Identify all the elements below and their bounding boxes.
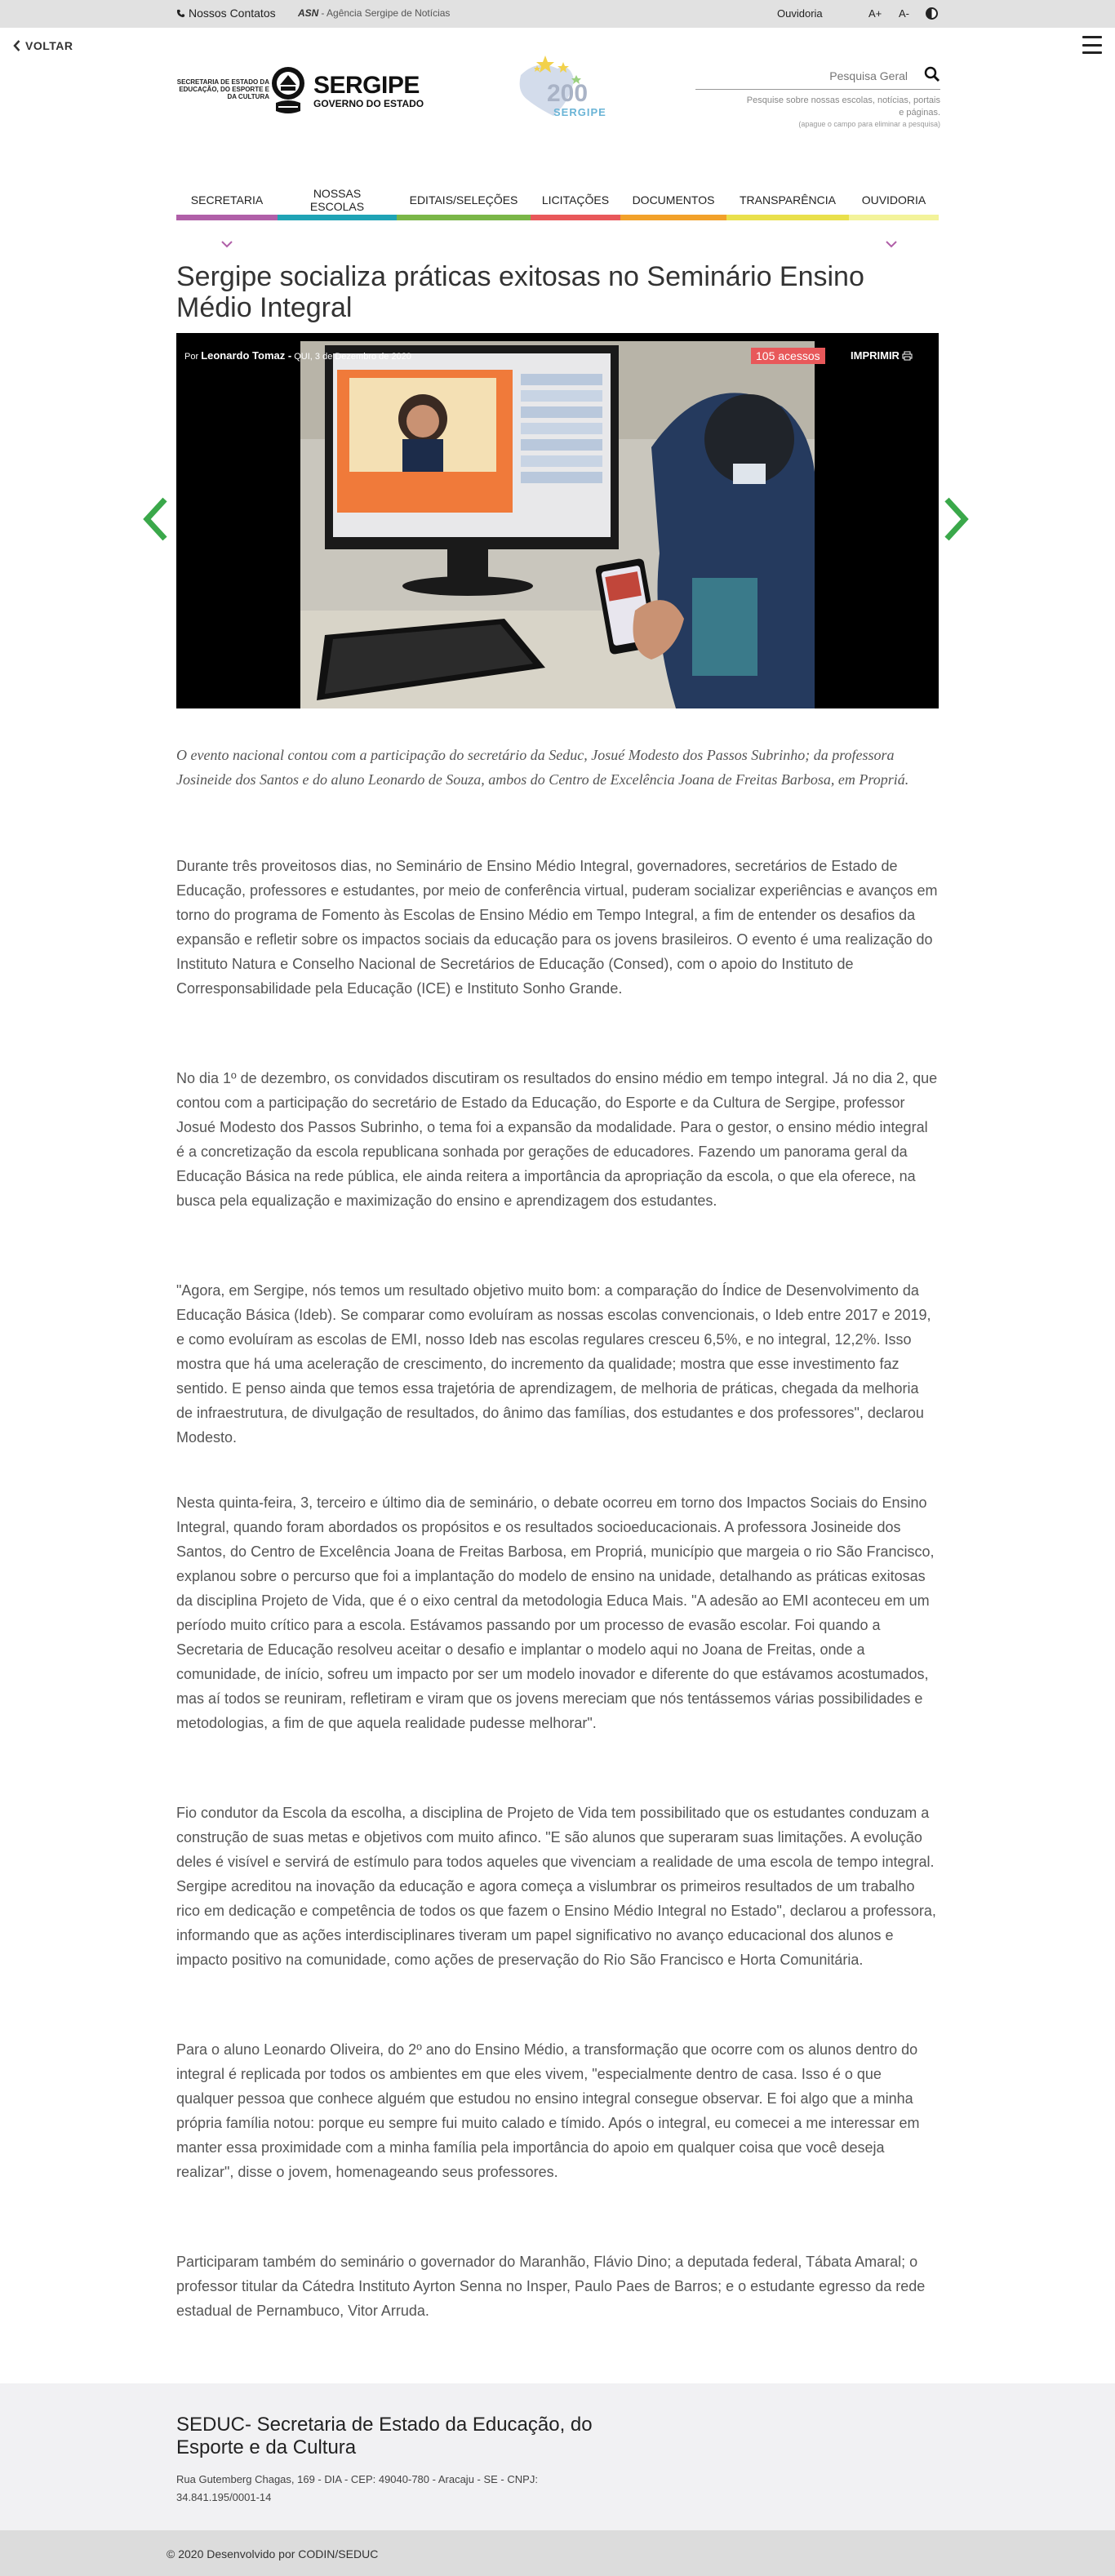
search-hint-clear: (apague o campo para eliminar a pesquisa) bbox=[798, 120, 940, 128]
nav-color-bar bbox=[620, 215, 726, 220]
copyright-text: © 2020 Desenvolvido por CODIN/SEDUC bbox=[167, 2547, 379, 2560]
anniversary-number: 200 bbox=[547, 80, 589, 107]
search-input[interactable] bbox=[695, 64, 908, 88]
chevron-left-icon bbox=[13, 40, 20, 51]
nav-label: SECRETARIA bbox=[190, 193, 264, 207]
search-icon[interactable] bbox=[924, 66, 940, 82]
nav-label: DOCUMENTOS bbox=[632, 193, 715, 207]
ouvidoria-link[interactable]: Ouvidoria bbox=[777, 7, 823, 20]
article-paragraph: "Agora, em Sergipe, nós temos um resultado objetivo muito bom: a comparação do Índice de Desenvolvimento da Educação Básica (Ideb). Se comparar como evoluíram as nossas escolas convencionais, o Ideb entre 2017 e 2019, e como evoluíram as escolas de EMI, nosso Ideb nas escolas regulares cresceu 6,5%, e no integral, 12,2%. Isso mostra que há uma aceleração de crescimento, do incremento da qualidade; mostra que esse investimento faz sentido. E penso ainda que temos essa trajetória de aprendizagem, de melhoria de práticas, chegada da melhoria de infraestrutura, de divulgação de resultados, do ânimo das famílias, dos estudantes e dos professores", declarou Modesto. bbox=[176, 1282, 931, 1446]
article-paragraph: Participaram também do seminário o governador do Maranhão, Flávio Dino; a deputada federal, Tábata Amaral; o professor titular da Cátedra Instituto Ayrton Senna no Insper, Paulo Paes de Barros; e o estudante egresso da rede estadual de Pernambuco, Vitor Arruda. bbox=[176, 2254, 926, 2319]
article-paragraph: Nesta quinta-feira, 3, terceiro e último dia de seminário, o debate ocorreu em torno dos Impactos Sociais do Ensino Integral, quando foram abordados os propósitos e os resultados socioeducacionais. A professora Josineide dos Santos, do Centro de Excelência Joana de Freitas Barbosa, em Propriá, município que margeia o rio São Francisco, explanou sobre o percurso que foi a implantação do modelo de ensino na unidade, detalhando as práticas exitosas da disciplina Projeto de Vida, que é o eixo central da metodologia Educa Mais. "A adesão ao EMI aconteceu em um período muito crítico para a escola. Estávamos passando por um processo de evasão escolar. Foi quando a Secretaria de Educação resolveu aceitar o desafio e implantar o modelo aqui no Joana de Freitas, onde a comunidade, de início, sofreu um impacto por ser um modelo inovador e diferente do que estávamos acostumados, mas aí todos se reuniram, refletiram e viram que os jovens mereciam que nós tentássemos várias possibilidades e metodologias, a fim de que aquela realidade pudesse melhorar". bbox=[176, 1495, 935, 1731]
print-label: IMPRIMIR bbox=[851, 349, 900, 362]
state-gov: GOVERNO DO ESTADO bbox=[313, 98, 424, 109]
asn-logo: ASN bbox=[298, 7, 319, 19]
article-image-carousel bbox=[176, 333, 939, 708]
nav-label: LICITAÇÕES bbox=[541, 193, 610, 207]
back-label: VOLTAR bbox=[25, 39, 73, 52]
font-increase-button[interactable]: A+ bbox=[868, 7, 882, 20]
carousel-next-icon[interactable] bbox=[942, 495, 971, 544]
contacts-label: Nossos Contatos bbox=[189, 7, 276, 20]
nav-color-bar bbox=[531, 215, 620, 220]
state-logo[interactable] bbox=[313, 73, 424, 109]
contacts-link[interactable] bbox=[176, 7, 276, 20]
article-title: Sergipe socializa práticas exitosas no Seminário Ensino Médio Integral bbox=[176, 261, 864, 323]
footer bbox=[0, 2383, 1115, 2530]
article-paragraph: Durante três proveitosos dias, no Seminário de Ensino Médio Integral, governadores, secretários de Estado de Educação, professores e estudantes, por meio de conferência virtual, puderam socializar experiências e avanços em torno do programa de Fomento às Escolas de Ensino Médio em Tempo Integral, a fim de entender os desafios da expansão e refletir sobre os impactos sociais da educação para os jovens brasileiros. O evento é uma realização do Instituto Natura e Conselho Nacional de Secretários de Educação (Consed), com o apoio do Instituto de Corresponsabilidade pela Educação (ICE) e Instituto Sonho Grande. bbox=[176, 858, 938, 997]
byline-prefix: Por bbox=[184, 352, 199, 362]
nav-label: TRANSPARÊNCIA bbox=[740, 193, 836, 207]
article-photo bbox=[300, 341, 815, 708]
nav-item-nossas-escolas[interactable] bbox=[278, 180, 397, 220]
seduc-logo-text: SECRETARIA DE ESTADO DA EDUCAÇÃO, DO ESPORTE E DA CULTURA bbox=[176, 78, 269, 100]
nav-color-bar bbox=[849, 215, 939, 220]
state-name: SERGIPE bbox=[313, 72, 420, 99]
menu-icon[interactable] bbox=[1082, 36, 1102, 54]
nav-color-bar bbox=[397, 215, 531, 220]
footer-org-name: SEDUC- Secretaria de Estado da Educação, do Esporte e da Cultura bbox=[176, 2414, 593, 2458]
article-paragraph: No dia 1º de dezembro, os convidados discutiram os resultados do ensino médio em tempo integral. Já no dia 2, que contou com a participação do secretário de Estado da Educação, do Esporte e da Cultura de Sergipe, professor Josué Modesto dos Passos Subrinho, o tema foi a expansão da modalidade. Para o gestor, o ensino médio integral é a concretização da escola republicana sonhada por gerações de educadores. Fazendo um panorama geral da Educação Básica na rede pública, ele ainda reitera a importância da apropriação da escola, o que ela oferece, na busca pela equalização e maximização do ensino e aprendizagem dos estudantes. bbox=[176, 1070, 938, 1209]
article-paragraph: Fio condutor da Escola da escolha, a disciplina de Projeto de Vida tem possibilitado que os estudantes conduzam a construção de suas metas e objetivos com muito afinco. "E são alunos que superaram suas limitações. A evolução deles é visível e servirá de estímulo para todos aqueles que vivenciam a realidade de uma escola de tempo integral. Sergipe acreditou na inovação da educação e agora começa a vislumbrar os primeiros resultados de um trabalho rico em dedicação e competência de todos os que fazem o Ensino Médio Integral no Estado", declarou a professora, informando que as ações interdisciplinares tiveram um papel significativo no avanço educacional dos alunos e impacto positivo na comunidade, como ações de preservação do Rio São Francisco e Horta Comunitária. bbox=[176, 1805, 936, 1968]
asn-link[interactable] bbox=[298, 7, 450, 19]
top-utility-bar bbox=[0, 0, 1115, 28]
nav-item-licitacoes[interactable] bbox=[531, 180, 620, 220]
nav-label: OUVIDORIA bbox=[861, 193, 926, 207]
chevron-down-icon[interactable] bbox=[221, 240, 233, 248]
anniversary-name: SERGIPE bbox=[553, 106, 606, 118]
nav-color-bar bbox=[726, 215, 849, 220]
article-caption: O evento nacional contou com a participação do secretário da Seduc, Josué Modesto dos Passos Subrinho; da professora Josineide dos Santos e do aluno Leonardo de Souza, ambos do Centro de Excelência Joana de Freitas Barbosa, em Propriá. bbox=[176, 747, 909, 788]
font-decrease-button[interactable]: A- bbox=[899, 7, 909, 20]
chevron-down-icon[interactable] bbox=[886, 240, 897, 248]
search-field bbox=[695, 64, 940, 90]
article-byline bbox=[184, 349, 411, 362]
nav-item-ouvidoria[interactable] bbox=[849, 180, 939, 220]
nav-color-bar bbox=[176, 215, 278, 220]
footer-address: Rua Gutemberg Chagas, 169 - DIA - CEP: 49040-780 - Aracaju - SE - CNPJ: 34.841.195/0001-14 bbox=[176, 2473, 538, 2503]
nav-label: NOSSAS ESCOLAS bbox=[309, 187, 365, 213]
article-date: QUI, 3 de Dezembro de 2020 bbox=[294, 352, 411, 362]
carousel-prev-icon[interactable] bbox=[140, 495, 170, 544]
copyright-bar bbox=[0, 2530, 1115, 2576]
nav-label: EDITAIS/SELEÇÕES bbox=[409, 193, 518, 207]
nav-item-documentos[interactable] bbox=[620, 180, 726, 220]
contrast-icon[interactable] bbox=[926, 7, 938, 20]
print-button[interactable] bbox=[851, 349, 913, 362]
anniversary-logo bbox=[513, 51, 617, 129]
search-area bbox=[695, 64, 940, 129]
asn-label: - Agência Sergipe de Notícias bbox=[321, 7, 451, 19]
nav-item-transparencia[interactable] bbox=[726, 180, 849, 220]
state-emblem-icon bbox=[269, 64, 307, 122]
printer-icon bbox=[902, 351, 913, 361]
back-button[interactable] bbox=[13, 39, 73, 52]
phone-icon bbox=[176, 9, 185, 18]
nav-item-editais[interactable] bbox=[397, 180, 531, 220]
views-badge: 105 acessos bbox=[751, 348, 825, 364]
search-hint: Pesquise sobre nossas escolas, notícias, portais e páginas. bbox=[746, 95, 940, 118]
nav-item-secretaria[interactable] bbox=[176, 180, 278, 220]
article-paragraph: Para o aluno Leonardo Oliveira, do 2º ano do Ensino Médio, a transformação que ocorre com os alunos dentro do integral é replicada por todos os ambientes em que eles vivem, "especialmente dentro de casa. Isso é o que qualquer pessoa que conhece alguém que estudou no ensino integral consegue observar. E foi algo que a minha própria família notou: porque eu sempre fui muito calado e tímido. Após o integral, eu comecei a me interessar em manter essa proximidade com a minha família pela importância do apoio em qualquer coisa que você deseja realizar", disse o jovem, homenageando seus professores. bbox=[176, 2041, 920, 2180]
nav-color-bar bbox=[278, 215, 397, 220]
main-nav bbox=[176, 180, 939, 220]
article-author: Leonardo Tomaz - bbox=[201, 349, 292, 362]
